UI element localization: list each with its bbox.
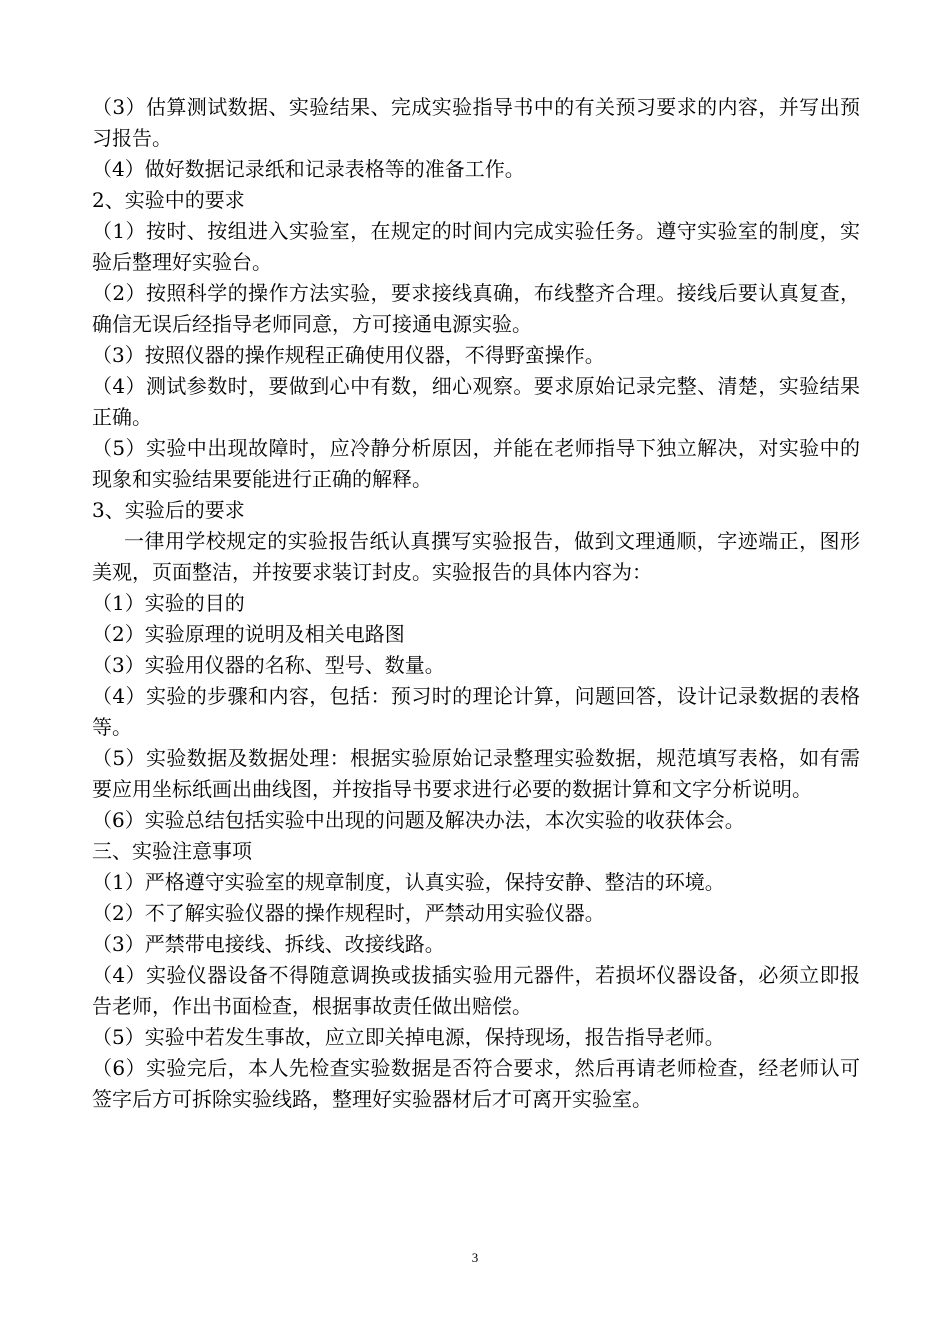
- list-item: （2）不了解实验仪器的操作规程时，严禁动用实验仪器。: [92, 901, 605, 925]
- list-item: （3）按照仪器的操作规程正确使用仪器，不得野蛮操作。: [92, 343, 605, 367]
- section-heading: 2、实验中的要求: [92, 188, 245, 212]
- list-item: （4）实验的步骤和内容，包括：预习时的理论计算，问题回答，设计记录数据的表格等。: [92, 684, 860, 739]
- list-item: （2）按照科学的操作方法实验，要求接线真确，布线整齐合理。接线后要认真复查，确信无误后经指导老师同意，方可接通电源实验。: [92, 281, 860, 336]
- page-number: 3: [471, 1250, 479, 1265]
- list-item: （6）实验总结包括实验中出现的问题及解决办法，本次实验的收获体会。: [92, 808, 745, 832]
- page-body: [92, 92, 860, 1115]
- list-item: （4）测试参数时，要做到心中有数，细心观察。要求原始记录完整、清楚，实验结果正确。: [92, 374, 860, 429]
- list-item: （6）实验完后，本人先检查实验数据是否符合要求，然后再请老师检查，经老师认可签字后方可拆除实验线路，整理好实验器材后才可离开实验室。: [92, 1056, 860, 1111]
- list-item: （5）实验中出现故障时，应冷静分析原因，并能在老师指导下独立解决，对实验中的现象和实验结果要能进行正确的解释。: [92, 436, 860, 491]
- list-item: （1）按时、按组进入实验室，在规定的时间内完成实验任务。遵守实验室的制度，实验后整理好实验台。: [92, 219, 860, 274]
- list-item: （1）严格遵守实验室的规章制度，认真实验，保持安静、整洁的环境。: [92, 870, 725, 894]
- section-heading: 3、实验后的要求: [92, 498, 245, 522]
- list-item: （4）做好数据记录纸和记录表格等的准备工作。: [92, 157, 525, 181]
- list-item: （3）实验用仪器的名称、型号、数量。: [92, 653, 445, 677]
- body-paragraph: 一律用学校规定的实验报告纸认真撰写实验报告，做到文理通顺，字迹端正，图形美观，页面整洁，并按要求装订封皮。实验报告的具体内容为：: [92, 529, 860, 584]
- list-item: （1）实验的目的: [92, 591, 245, 615]
- list-item: （2）实验原理的说明及相关电路图: [92, 622, 405, 646]
- list-item: （5）实验数据及数据处理：根据实验原始记录整理实验数据，规范填写表格，如有需要应用坐标纸画出曲线图，并按指导书要求进行必要的数据计算和文字分析说明。: [92, 746, 860, 801]
- section-heading: 三、实验注意事项: [92, 839, 252, 863]
- list-item: （3）估算测试数据、实验结果、完成实验指导书中的有关预习要求的内容，并写出预习报告。: [92, 95, 860, 150]
- list-item: （4）实验仪器设备不得随意调换或拔插实验用元器件，若损坏仪器设备，必须立即报告老师，作出书面检查，根据事故责任做出赔偿。: [92, 963, 860, 1018]
- list-item: （5）实验中若发生事故，应立即关掉电源，保持现场，报告指导老师。: [92, 1025, 725, 1049]
- list-item: （3）严禁带电接线、拆线、改接线路。: [92, 932, 445, 956]
